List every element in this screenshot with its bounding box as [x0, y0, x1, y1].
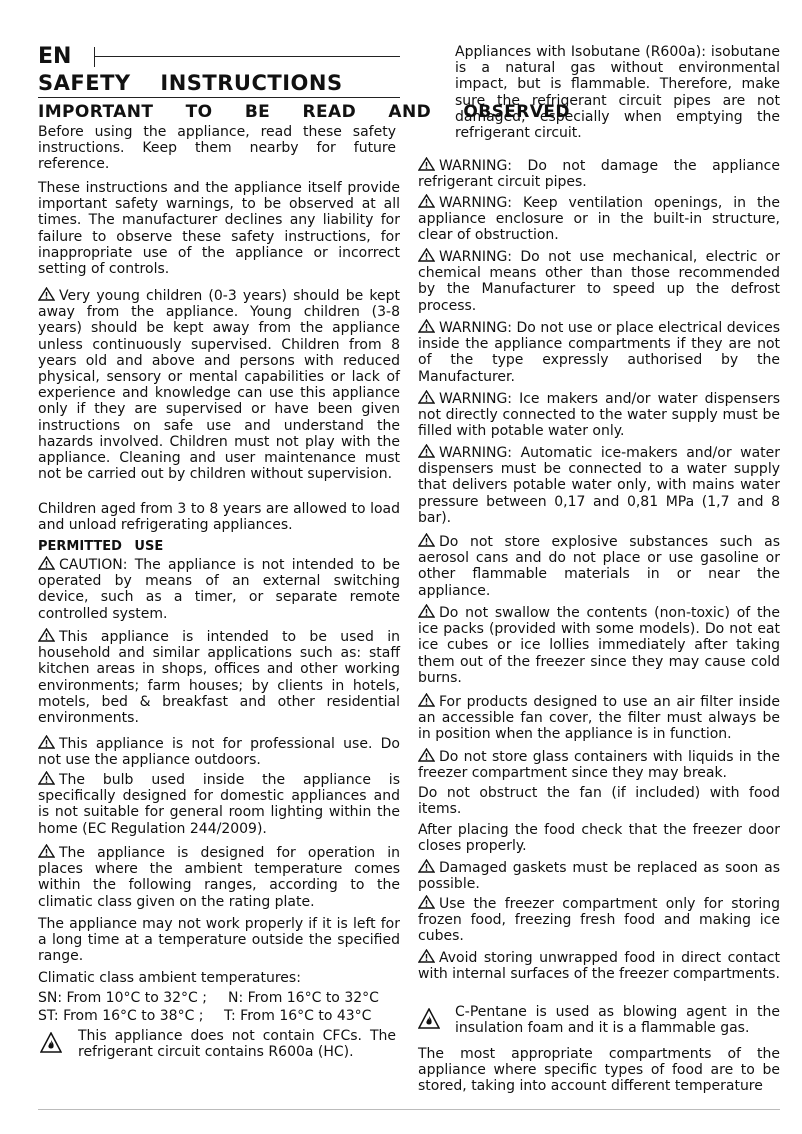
warning-ice-makers [418, 390, 780, 440]
explosive-substances-paragraph [418, 533, 780, 599]
warning-triangle-icon [38, 771, 55, 785]
language-code: EN [38, 44, 72, 69]
household-use-paragraph [38, 628, 400, 726]
children-warning-text: Very young children (0-3 years) should be kept away from the appliance. Young children (3-8 years) should be kept away from the appliance unless continuously supervised. Children from 8 years old and above and persons with reduced physical, sensory or mental capabilities or lack of experience and knowledge can use this appliance only if they are supervised or have been given instructions on safe use and understand the hazards involved. Children must not play with the appliance. Cleaning and user maintenance must not be carried out by children without supervision. [38, 288, 400, 483]
warning-ice-makers-text: WARNING: Ice makers and/or water dispensers not directly connected to the water supply must be filled with potable water only. [418, 391, 780, 440]
ice-packs-paragraph [418, 604, 780, 686]
flammable-icon [40, 1032, 62, 1054]
warning-triangle-icon [418, 444, 435, 458]
warning-triangle-icon [38, 735, 55, 749]
climate-class-t: T: From 16°C to 43°C [224, 1008, 372, 1024]
warning-triangle-icon [418, 533, 435, 547]
warning-defrost [418, 248, 780, 314]
flammable-icon [418, 1008, 440, 1030]
intro-paragraph: Before using the appliance, read these safety instructions. Keep them nearby for future reference. [38, 124, 396, 173]
warning-triangle-icon [418, 604, 435, 618]
warning-water-supply [418, 444, 780, 526]
children-warning-paragraph [38, 287, 400, 482]
c-pentane-paragraph: C-Pentane is used as blowing agent in the insulation foam and it is a flammable gas. [455, 1004, 780, 1037]
children-loading-paragraph: Children aged from 3 to 8 years are allowed to load and unload refrigerating appliances. [38, 501, 400, 534]
warning-defrost-text: WARNING: Do not use mechanical, electric or chemical means other than those recommended by the Manufacturer to speed up the defrost process. [418, 249, 780, 314]
warning-ventilation [418, 194, 780, 244]
warning-pipes-text: WARNING: Do not damage the appliance refrigerant circuit pipes. [418, 158, 780, 191]
warning-triangle-icon [418, 390, 435, 404]
explosive-substances-text: Do not store explosive substances such as aerosol cans and do not place or use gasoline or other flammable materials in or near the appliance. [418, 534, 780, 599]
instructions-paragraph: These instructions and the appliance itself provide important safety warnings, to be observed at all times. The manufacturer declines any liability for failure to observe these safety instructions, for inappropriate use of the appliance or incorrect setting of controls. [38, 180, 400, 278]
temperature-range-paragraph: The appliance may not work properly if it is left for a long time at a temperature outside the specified range. [38, 916, 400, 965]
ice-packs-text: Do not swallow the contents (non-toxic) of the ice packs (provided with some models). Do not eat ice cubes or ice lollies immediately after taking them out of the freezer since they may cause cold burns. [418, 605, 780, 686]
glass-containers-text: Do not store glass containers with liquids in the freezer compartment since they may break. [418, 749, 780, 782]
warning-electrical [418, 319, 780, 385]
bulb-paragraph [38, 771, 400, 837]
warning-triangle-icon [38, 628, 55, 642]
footer-rule [38, 1109, 780, 1110]
warning-triangle-icon [418, 693, 435, 707]
bulb-text: The bulb used inside the appliance is specifically designed for domestic appliances and is not suitable for general room lighting within the home (EC Regulation 244/2009). [38, 772, 400, 837]
warning-triangle-icon [418, 194, 435, 208]
climate-class-st: ST: From 16°C to 38°C ; [38, 1008, 204, 1024]
unwrapped-food-paragraph [418, 949, 780, 982]
warning-triangle-icon [418, 157, 435, 171]
header-rule [94, 56, 400, 57]
warning-triangle-icon [418, 248, 435, 262]
professional-use-text: This appliance is not for professional use. Do not use the appliance outdoors. [38, 736, 400, 769]
compartments-paragraph: The most appropriate compartments of the appliance where specific types of food are to be stored, taking into account different temperature [418, 1046, 780, 1095]
important-heading: IMPORTANT TO BE READ AND OBSERVED [38, 102, 570, 122]
air-filter-text: For products designed to use an air filter inside an accessible fan cover, the filter must always be in position when the appliance is in function. [418, 694, 780, 743]
warning-triangle-icon [418, 319, 435, 333]
warning-ventilation-text: WARNING: Keep ventilation openings, in the appliance enclosure or in the built-in structure, clear of obstruction. [418, 195, 780, 244]
unwrapped-food-text: Avoid storing unwrapped food in direct contact with internal surfaces of the freezer compartments. [418, 950, 780, 983]
warning-pipes [418, 157, 780, 190]
cfc-paragraph: This appliance does not contain CFCs. The refrigerant circuit contains R600a (HC). [78, 1028, 396, 1061]
ambient-paragraph [38, 844, 400, 910]
warning-water-supply-text: WARNING: Automatic ice-makers and/or water dispensers must be connected to a water supply that delivers potable water only, with mains water pressure between 0,17 and 0,81 MPa (1,7 and 8 bar). [418, 445, 780, 526]
isobutane-paragraph: Appliances with Isobutane (R600a): isobutane is a natural gas without environmental impact, but is flammable. Therefore, make sure the refrigerant circuit pipes are not damaged, especially when emptying the refrigerant circuit. [455, 44, 780, 142]
glass-containers-paragraph [418, 748, 780, 781]
gaskets-text: Damaged gaskets must be replaced as soon as possible. [418, 860, 780, 893]
header-divider [94, 47, 95, 67]
warning-triangle-icon [38, 844, 55, 858]
warning-electrical-text: WARNING: Do not use or place electrical devices inside the appliance compartments if they are not of the type expressly authorised by the Manufacturer. [418, 320, 780, 385]
professional-use-paragraph [38, 735, 400, 768]
warning-triangle-icon [38, 287, 55, 301]
warning-triangle-icon [418, 748, 435, 762]
title-underline [38, 97, 400, 98]
climatic-class-heading: Climatic class ambient temperatures: [38, 970, 301, 986]
permitted-use-heading: PERMITTED USE [38, 539, 164, 554]
page-title: SAFETY INSTRUCTIONS [38, 71, 343, 95]
caution-paragraph [38, 556, 400, 622]
freezer-use-text: Use the freezer compartment only for storing frozen food, freezing fresh food and making ice cubes. [418, 896, 780, 945]
fan-paragraph: Do not obstruct the fan (if included) with food items. [418, 785, 780, 818]
climate-class-sn: SN: From 10°C to 32°C ; [38, 990, 207, 1006]
ambient-text: The appliance is designed for operation in places where the ambient temperature comes within the following ranges, according to the climatic class given on the rating plate. [38, 845, 400, 910]
warning-triangle-icon [418, 895, 435, 909]
warning-triangle-icon [418, 949, 435, 963]
climate-class-n: N: From 16°C to 32°C [228, 990, 379, 1006]
caution-text: CAUTION: The appliance is not intended to be operated by means of an external switching device, such as a timer, or separate remote controlled system. [38, 557, 400, 622]
freezer-use-paragraph [418, 895, 780, 945]
household-use-text: This appliance is intended to be used in household and similar applications such as: staff kitchen areas in shops, offices and other working environments; farm houses; by clients in hotels, motels, bed & breakfast and other residential environments. [38, 629, 400, 727]
freezer-door-paragraph: After placing the food check that the freezer door closes properly. [418, 822, 780, 855]
warning-triangle-icon [38, 556, 55, 570]
air-filter-paragraph [418, 693, 780, 743]
warning-triangle-icon [418, 859, 435, 873]
gaskets-paragraph [418, 859, 780, 892]
